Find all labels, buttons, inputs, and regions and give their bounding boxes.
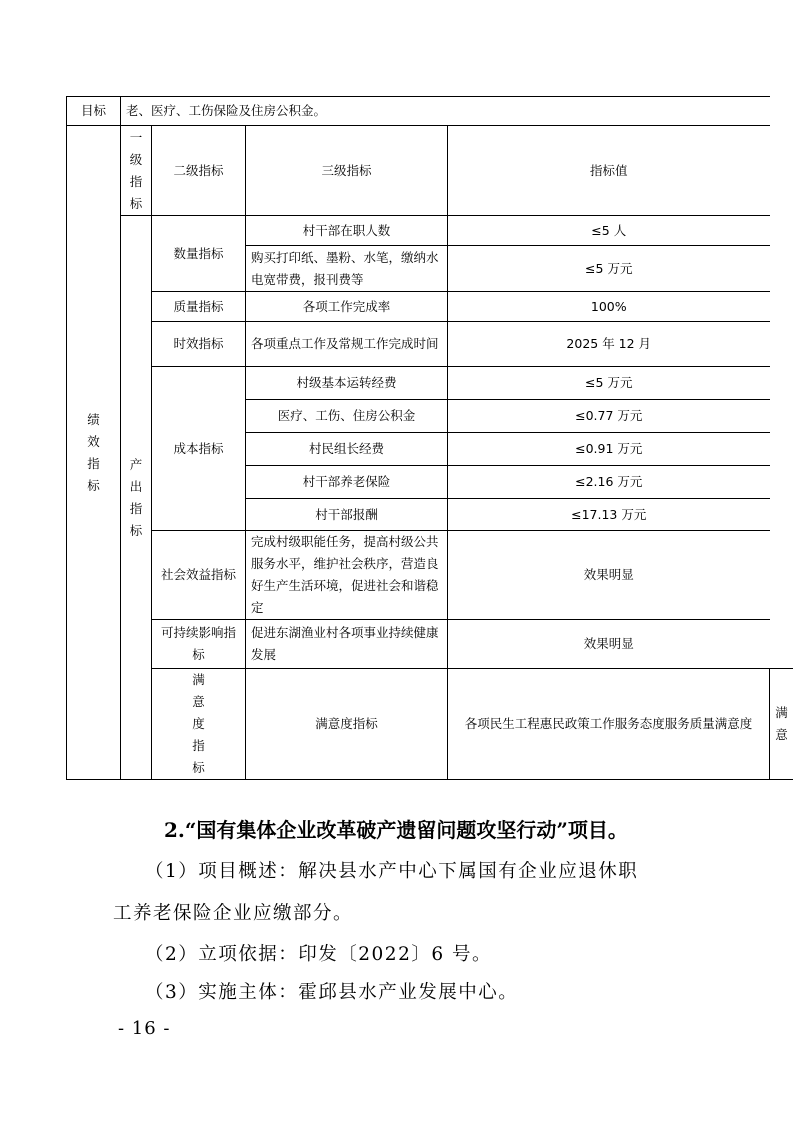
indicator-value: 效果明显 [448, 620, 770, 669]
indicator-value: ≤5 万元 [448, 246, 770, 292]
indicator-value: 效果明显 [448, 531, 770, 620]
social-label: 社会效益指标 [152, 531, 246, 620]
indicator-name: 村级基本运转经费 [246, 367, 448, 400]
section-heading: 2.“国有集体企业改革破产遗留问题攻坚行动”项目。 [164, 818, 628, 842]
paragraph-entity: （3）实施主体：霍邱县水产业发展中心。 [145, 982, 519, 1003]
indicator-value: ≤17.13 万元 [448, 499, 770, 531]
section-label: 绩效指标 [67, 126, 121, 780]
indicator-name: 村干部报酬 [246, 499, 448, 531]
page-number: - 16 - [118, 1018, 171, 1039]
paragraph-overview-line1: （1）项目概述：解决县水产中心下属国有企业应退休职 [145, 861, 639, 882]
table-row [67, 292, 793, 322]
indicator-value: ≤0.91 万元 [448, 433, 770, 466]
sustain-label: 可持续影响指标 [152, 620, 246, 669]
indicator-value: 2025 年 12 月 [448, 322, 770, 367]
goal-row [67, 97, 793, 126]
indicator-value: ≤5 人 [448, 216, 770, 246]
indicator-value: 100% [448, 292, 770, 322]
table-row [67, 322, 793, 367]
header-level1: 一级指标 [121, 126, 152, 216]
header-value: 指标值 [448, 126, 770, 216]
indicator-name: 各项民生工程惠民政策工作服务态度服务质量满意度 [448, 669, 770, 780]
output-label: 产出指标 [121, 216, 152, 780]
satisfaction-sub-label: 满意度指标 [246, 669, 448, 780]
table-row [67, 216, 793, 246]
table-row [67, 367, 793, 400]
indicator-name: 促进东湖渔业村各项事业持续健康发展 [246, 620, 448, 669]
indicator-name: 完成村级职能任务，提高村级公共服务水平，维护社会秩序，营造良好生产生活环境，促进社会和谐稳定 [246, 531, 448, 620]
header-row [67, 126, 793, 216]
indicator-value: ≤0.77 万元 [448, 400, 770, 433]
header-level3: 三级指标 [246, 126, 448, 216]
indicator-name: 村干部养老保险 [246, 466, 448, 499]
indicator-name: 村干部在职人数 [246, 216, 448, 246]
timeliness-label: 时效指标 [152, 322, 246, 367]
indicator-name: 各项工作完成率 [246, 292, 448, 322]
table-row [67, 531, 793, 620]
indicator-name: 医疗、工伤、住房公积金 [246, 400, 448, 433]
indicator-value: ≤2.16 万元 [448, 466, 770, 499]
indicator-name: 各项重点工作及常规工作完成时间 [246, 322, 448, 367]
table-row [67, 620, 793, 669]
paragraph-overview-line2: 工养老保险企业应缴部分。 [113, 903, 354, 924]
goal-text: 老、医疗、工伤保险及住房公积金。 [121, 97, 770, 126]
goal-label: 目标 [67, 97, 121, 126]
indicator-value: ≤5 万元 [448, 367, 770, 400]
indicator-name: 购买打印纸、墨粉、水笔，缴纳水电宽带费，报刊费等 [246, 246, 448, 292]
indicator-name: 村民组长经费 [246, 433, 448, 466]
cost-label: 成本指标 [152, 367, 246, 531]
paragraph-basis: （2）立项依据：印发〔2022〕6 号。 [145, 944, 493, 965]
performance-table [66, 96, 793, 780]
quantity-label: 数量指标 [152, 216, 246, 292]
satisfaction-label: 满意度指标 [152, 669, 246, 780]
table-row [67, 669, 793, 780]
quality-label: 质量指标 [152, 292, 246, 322]
header-level2: 二级指标 [152, 126, 246, 216]
indicator-value: 满意 [770, 669, 793, 780]
